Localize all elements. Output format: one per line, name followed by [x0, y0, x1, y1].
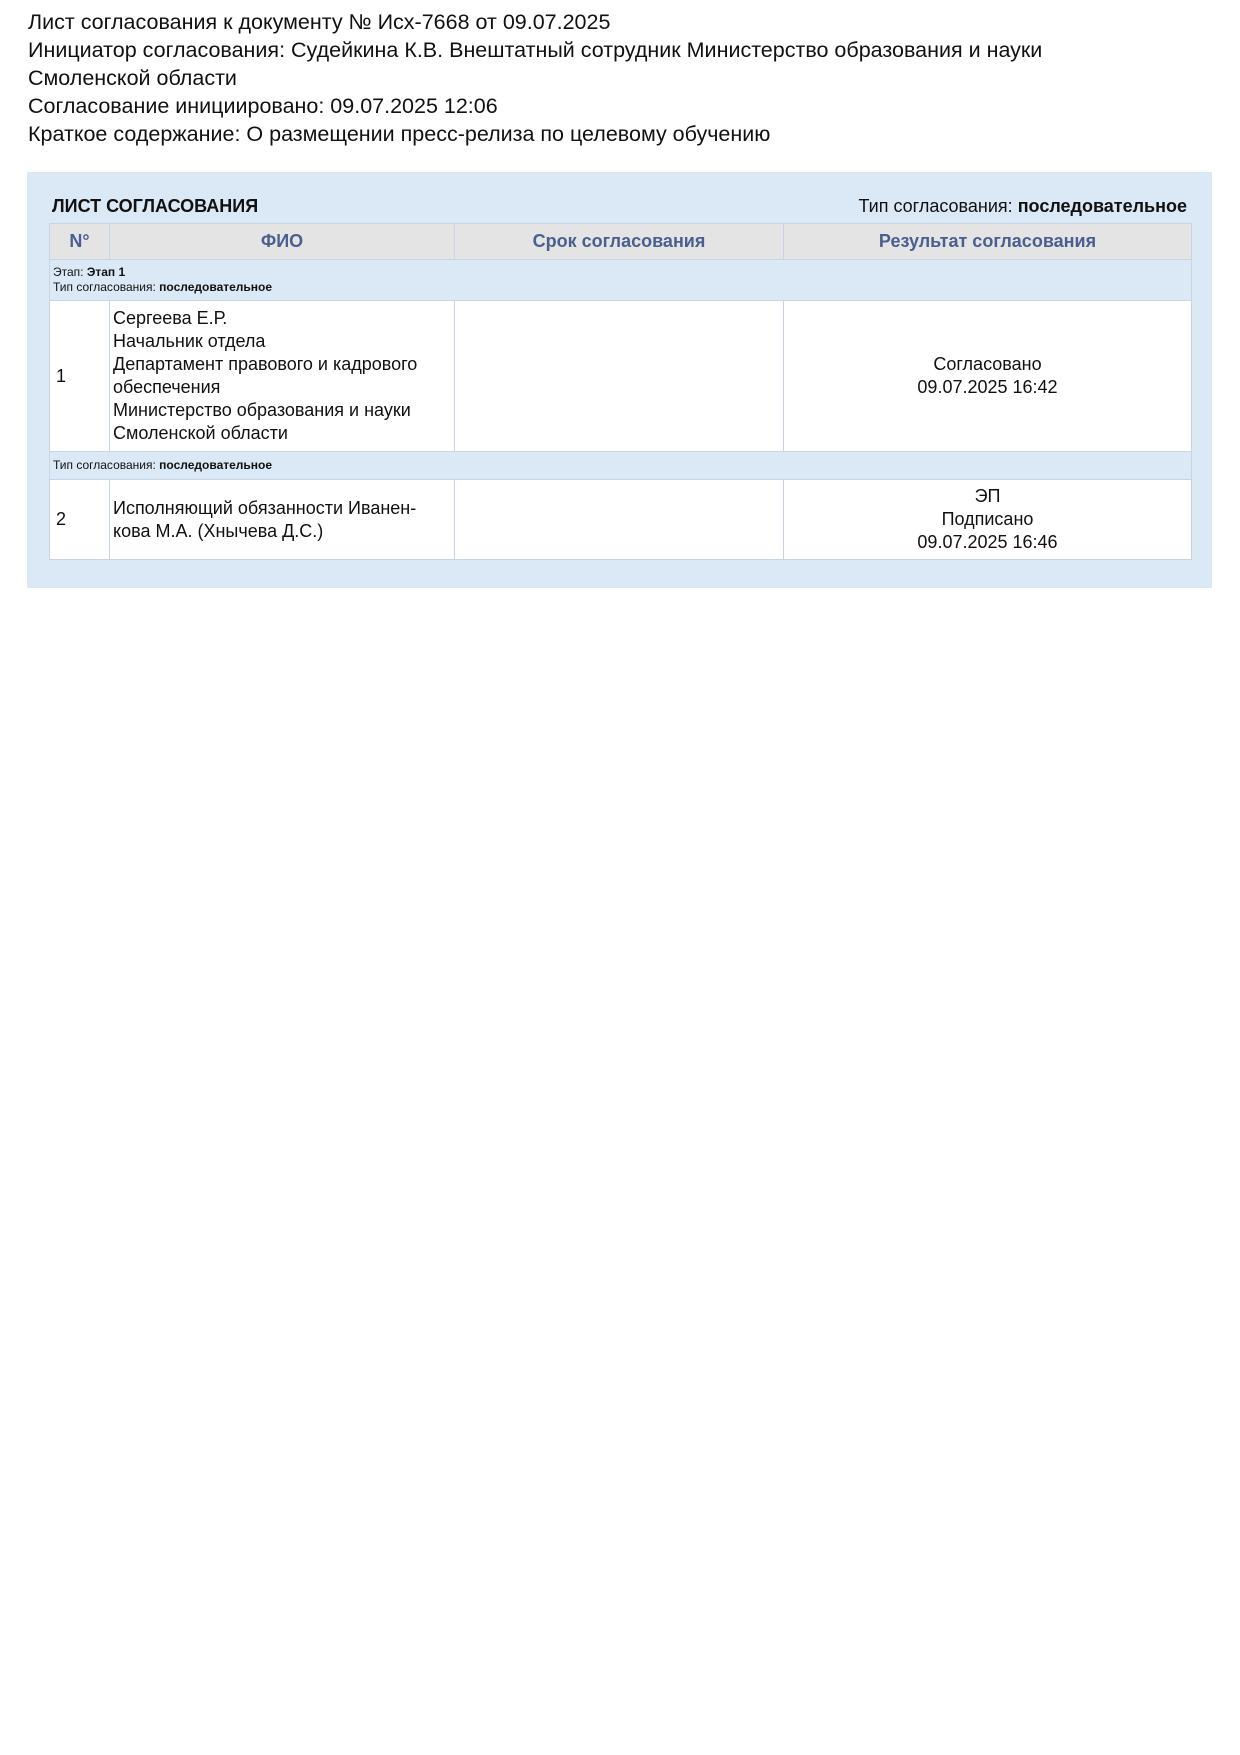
approval-sheet-title: ЛИСТ СОГЛАСОВАНИЯ [52, 196, 259, 216]
row-number: 1 [50, 301, 110, 452]
stage-type-value: последовательное [159, 458, 273, 472]
stage-type-label: Тип согласования: [53, 280, 156, 294]
stage-name [53, 265, 1188, 280]
initiator-line-continued: Смоленской области [28, 66, 237, 90]
stage-value: Этап 1 [86, 265, 126, 279]
table-row [50, 301, 1192, 452]
approval-type-value: последовательное [1017, 196, 1187, 216]
stage-row [50, 260, 1192, 301]
row-term [455, 480, 784, 560]
approval-type-label: Тип согласования: [858, 196, 1013, 216]
column-header-num: N° [50, 224, 110, 260]
document-title-line: Лист согласования к документу № Исх-7668 от 09.07.2025 [28, 10, 611, 34]
row-fio [110, 301, 455, 452]
table-header-row [50, 224, 1192, 260]
result-line: 09.07.2025 16:46 [917, 532, 1058, 552]
fio-line: Начальник отдела [113, 331, 266, 351]
result-line: ЭП [974, 486, 1001, 506]
approval-type [858, 196, 1187, 217]
row-term [455, 301, 784, 452]
row-result [784, 480, 1192, 560]
fio-line: кова М.А. (Хнычева Д.С.) [113, 520, 324, 541]
fio-line: обеспечения [113, 377, 221, 397]
row-fio [110, 480, 455, 560]
summary-line: Краткое содержание: О размещении пресс-релиза по целевому обучению [28, 122, 771, 146]
stage-cell [50, 452, 1192, 480]
column-header-term: Срок согласования [455, 224, 784, 260]
stage-type-label: Тип согласования: [53, 458, 156, 472]
result-line: Подписано [941, 509, 1034, 529]
approval-table [49, 223, 1192, 560]
stage-cell [50, 260, 1192, 301]
fio-line: Министерство образования и науки [113, 400, 411, 420]
fio-line: Департамент правового и кадрового [113, 354, 418, 374]
stage-type [53, 280, 1188, 295]
table-row [50, 480, 1192, 560]
approval-sheet-topbar [52, 196, 1187, 220]
fio-line: Исполняющий обязанности Иванен- [113, 497, 417, 518]
stage-label: Этап: [53, 265, 84, 279]
stage-row [50, 452, 1192, 480]
document-header [28, 8, 1208, 148]
fio-line: Сергеева Е.Р. [113, 308, 228, 328]
initiator-line: Инициатор согласования: Судейкина К.В. Внештатный сотрудник Министерство образования и науки [28, 38, 1043, 62]
row-number: 2 [50, 480, 110, 560]
approval-sheet-panel [27, 172, 1212, 588]
initiated-at-line: Согласование инициировано: 09.07.2025 12:06 [28, 94, 498, 118]
row-result [784, 301, 1192, 452]
stage-type-value: последовательное [159, 280, 273, 294]
column-header-result: Результат согласования [784, 224, 1192, 260]
column-header-fio: ФИО [110, 224, 455, 260]
result-line: 09.07.2025 16:42 [917, 377, 1058, 397]
fio-line: Смоленской области [113, 423, 288, 443]
stage-type [53, 458, 1188, 473]
result-line: Согласовано [933, 354, 1042, 374]
